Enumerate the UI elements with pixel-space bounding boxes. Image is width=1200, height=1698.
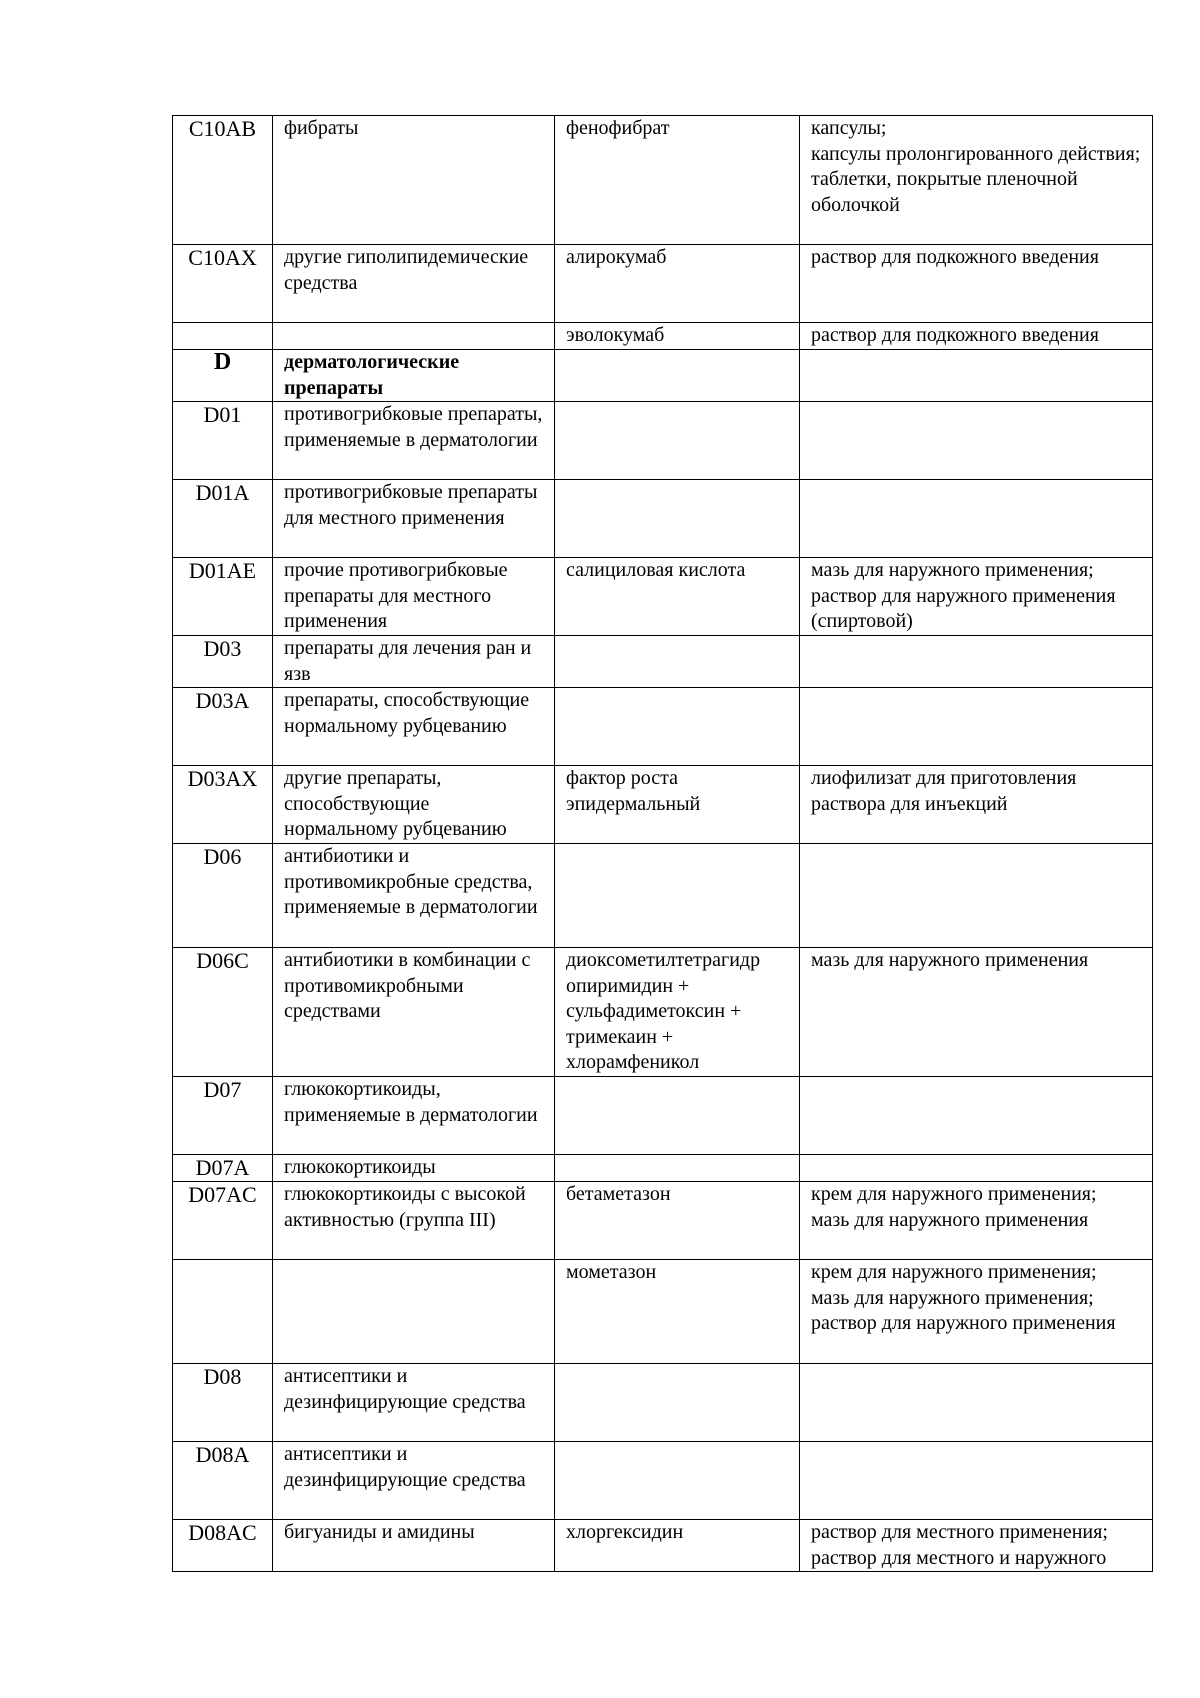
group-name-cell: фибраты (273, 116, 555, 245)
group-name-cell: антибиотики в комбинации с противомикробными средствами (273, 948, 555, 1077)
table-row (173, 480, 1153, 558)
atc-code-cell: C10AX (173, 245, 273, 323)
dosage-form-cell: раствор для подкожного введения (800, 245, 1153, 323)
table-row (173, 688, 1153, 766)
group-name-cell: препараты для лечения ран и язв (273, 636, 555, 688)
group-name-cell: глюкокортикоиды, применяемые в дерматологии (273, 1077, 555, 1155)
dosage-form-line: раствор для наружного применения (спиртовой) (811, 584, 1116, 632)
group-name-cell: другие препараты, способствующие нормальному рубцеванию (273, 766, 555, 844)
atc-code-cell: D06C (173, 948, 273, 1077)
group-name-cell: глюкокортикоиды (273, 1155, 555, 1182)
table-row (173, 636, 1153, 688)
drug-name-cell: диоксометилтетрагидр опиримидин + сульфадиметоксин + тримекаин + хлорамфеникол (555, 948, 800, 1077)
atc-code-cell (173, 1260, 273, 1364)
dosage-form-line: крем для наружного применения; (811, 1261, 1097, 1283)
atc-code-cell: D (173, 350, 273, 402)
atc-code-cell: D03 (173, 636, 273, 688)
dosage-form-cell (800, 116, 1153, 245)
drug-name-cell (555, 1442, 800, 1520)
table-row (173, 116, 1153, 245)
group-name-cell: другие гиполипидемические средства (273, 245, 555, 323)
group-name-cell (273, 323, 555, 350)
table-row (173, 1155, 1153, 1182)
table-row (173, 350, 1153, 402)
group-name-cell: антибиотики и противомикробные средства, применяемые в дерматологии (273, 844, 555, 948)
dosage-form-cell (800, 1182, 1153, 1260)
group-name-cell: бигуаниды и амидины (273, 1520, 555, 1572)
drug-name-cell (555, 402, 800, 480)
dosage-form-line: капсулы; (811, 117, 887, 139)
drug-name-cell: алирокумаб (555, 245, 800, 323)
group-name-cell: антисептики и дезинфицирующие средства (273, 1364, 555, 1442)
atc-code-cell: D01AE (173, 558, 273, 636)
dosage-form-cell (800, 1260, 1153, 1364)
drug-name-cell (555, 636, 800, 688)
table-row (173, 1520, 1153, 1572)
group-name-cell: прочие противогрибковые препараты для местного применения (273, 558, 555, 636)
dosage-form-cell (800, 636, 1153, 688)
dosage-form-cell (800, 558, 1153, 636)
group-name-cell: дерматологические препараты (273, 350, 555, 402)
dosage-form-cell (800, 1364, 1153, 1442)
atc-code-cell: D07AC (173, 1182, 273, 1260)
dosage-form-line: мазь для наружного применения (811, 1208, 1089, 1231)
dosage-form-cell: раствор для подкожного введения (800, 323, 1153, 350)
table-row (173, 948, 1153, 1077)
dosage-form-cell (800, 1077, 1153, 1155)
group-name-cell: противогрибковые препараты для местного применения (273, 480, 555, 558)
atc-code-cell: D08AC (173, 1520, 273, 1572)
dosage-form-cell (800, 1442, 1153, 1520)
table-body (173, 116, 1153, 1572)
drug-name-cell (555, 1155, 800, 1182)
dosage-form-cell (800, 480, 1153, 558)
dosage-form-cell: мазь для наружного применения (800, 948, 1153, 1077)
drug-name-cell: бетаметазон (555, 1182, 800, 1260)
atc-code-cell: D06 (173, 844, 273, 948)
dosage-form-cell: лиофилизат для приготовления раствора для инъекций (800, 766, 1153, 844)
drug-name-cell (555, 350, 800, 402)
drug-name-cell: мометазон (555, 1260, 800, 1364)
drug-name-cell: эволокумаб (555, 323, 800, 350)
atc-code-cell: D08 (173, 1364, 273, 1442)
table-row (173, 558, 1153, 636)
dosage-form-line: мазь для наружного применения; (811, 1286, 1094, 1309)
table-row (173, 1182, 1153, 1260)
drug-name-cell (555, 480, 800, 558)
drug-name-cell (555, 1077, 800, 1155)
table-row (173, 1077, 1153, 1155)
atc-code-cell: D03AX (173, 766, 273, 844)
dosage-form-line: раствор для наружного применения (811, 1312, 1116, 1334)
group-name-cell: антисептики и дезинфицирующие средства (273, 1442, 555, 1520)
group-name-cell (273, 1260, 555, 1364)
atc-code-cell: C10AB (173, 116, 273, 245)
atc-code-cell: D01A (173, 480, 273, 558)
dosage-form-cell (800, 688, 1153, 766)
drug-name-cell (555, 844, 800, 948)
medication-table (172, 115, 1153, 1572)
dosage-form-cell (800, 402, 1153, 480)
table-row (173, 1442, 1153, 1520)
table-row (173, 245, 1153, 323)
group-name-cell: препараты, способствующие нормальному рубцеванию (273, 688, 555, 766)
drug-name-cell: фактор роста эпидермальный (555, 766, 800, 844)
atc-code-cell (173, 323, 273, 350)
dosage-form-line: капсулы пролонгированного действия; (811, 142, 1141, 165)
dosage-form-line: крем для наружного применения; (811, 1183, 1097, 1205)
drug-name-cell (555, 688, 800, 766)
dosage-form-line: мазь для наружного применения; (811, 559, 1094, 581)
document-page (172, 115, 1152, 1572)
group-name-cell: противогрибковые препараты, применяемые в дерматологии (273, 402, 555, 480)
dosage-form-cell (800, 844, 1153, 948)
atc-code-cell: D07 (173, 1077, 273, 1155)
table-row (173, 402, 1153, 480)
table-row (173, 323, 1153, 350)
dosage-form-line: раствор для местного и наружного (811, 1546, 1107, 1569)
drug-name-cell: хлоргексидин (555, 1520, 800, 1572)
drug-name-cell (555, 1364, 800, 1442)
atc-code-cell: D01 (173, 402, 273, 480)
table-row (173, 844, 1153, 948)
dosage-form-line: таблетки, покрытые пленочной оболочкой (811, 168, 1078, 216)
atc-code-cell: D07A (173, 1155, 273, 1182)
dosage-form-line: раствор для местного применения; (811, 1521, 1108, 1543)
atc-code-cell: D08A (173, 1442, 273, 1520)
table-row (173, 1260, 1153, 1364)
dosage-form-cell (800, 1520, 1153, 1572)
table-row (173, 1364, 1153, 1442)
drug-name-cell: фенофибрат (555, 116, 800, 245)
drug-name-cell: салициловая кислота (555, 558, 800, 636)
dosage-form-cell (800, 350, 1153, 402)
atc-code-cell: D03A (173, 688, 273, 766)
dosage-form-cell (800, 1155, 1153, 1182)
table-row (173, 766, 1153, 844)
group-name-cell: глюкокортикоиды с высокой активностью (группа III) (273, 1182, 555, 1260)
